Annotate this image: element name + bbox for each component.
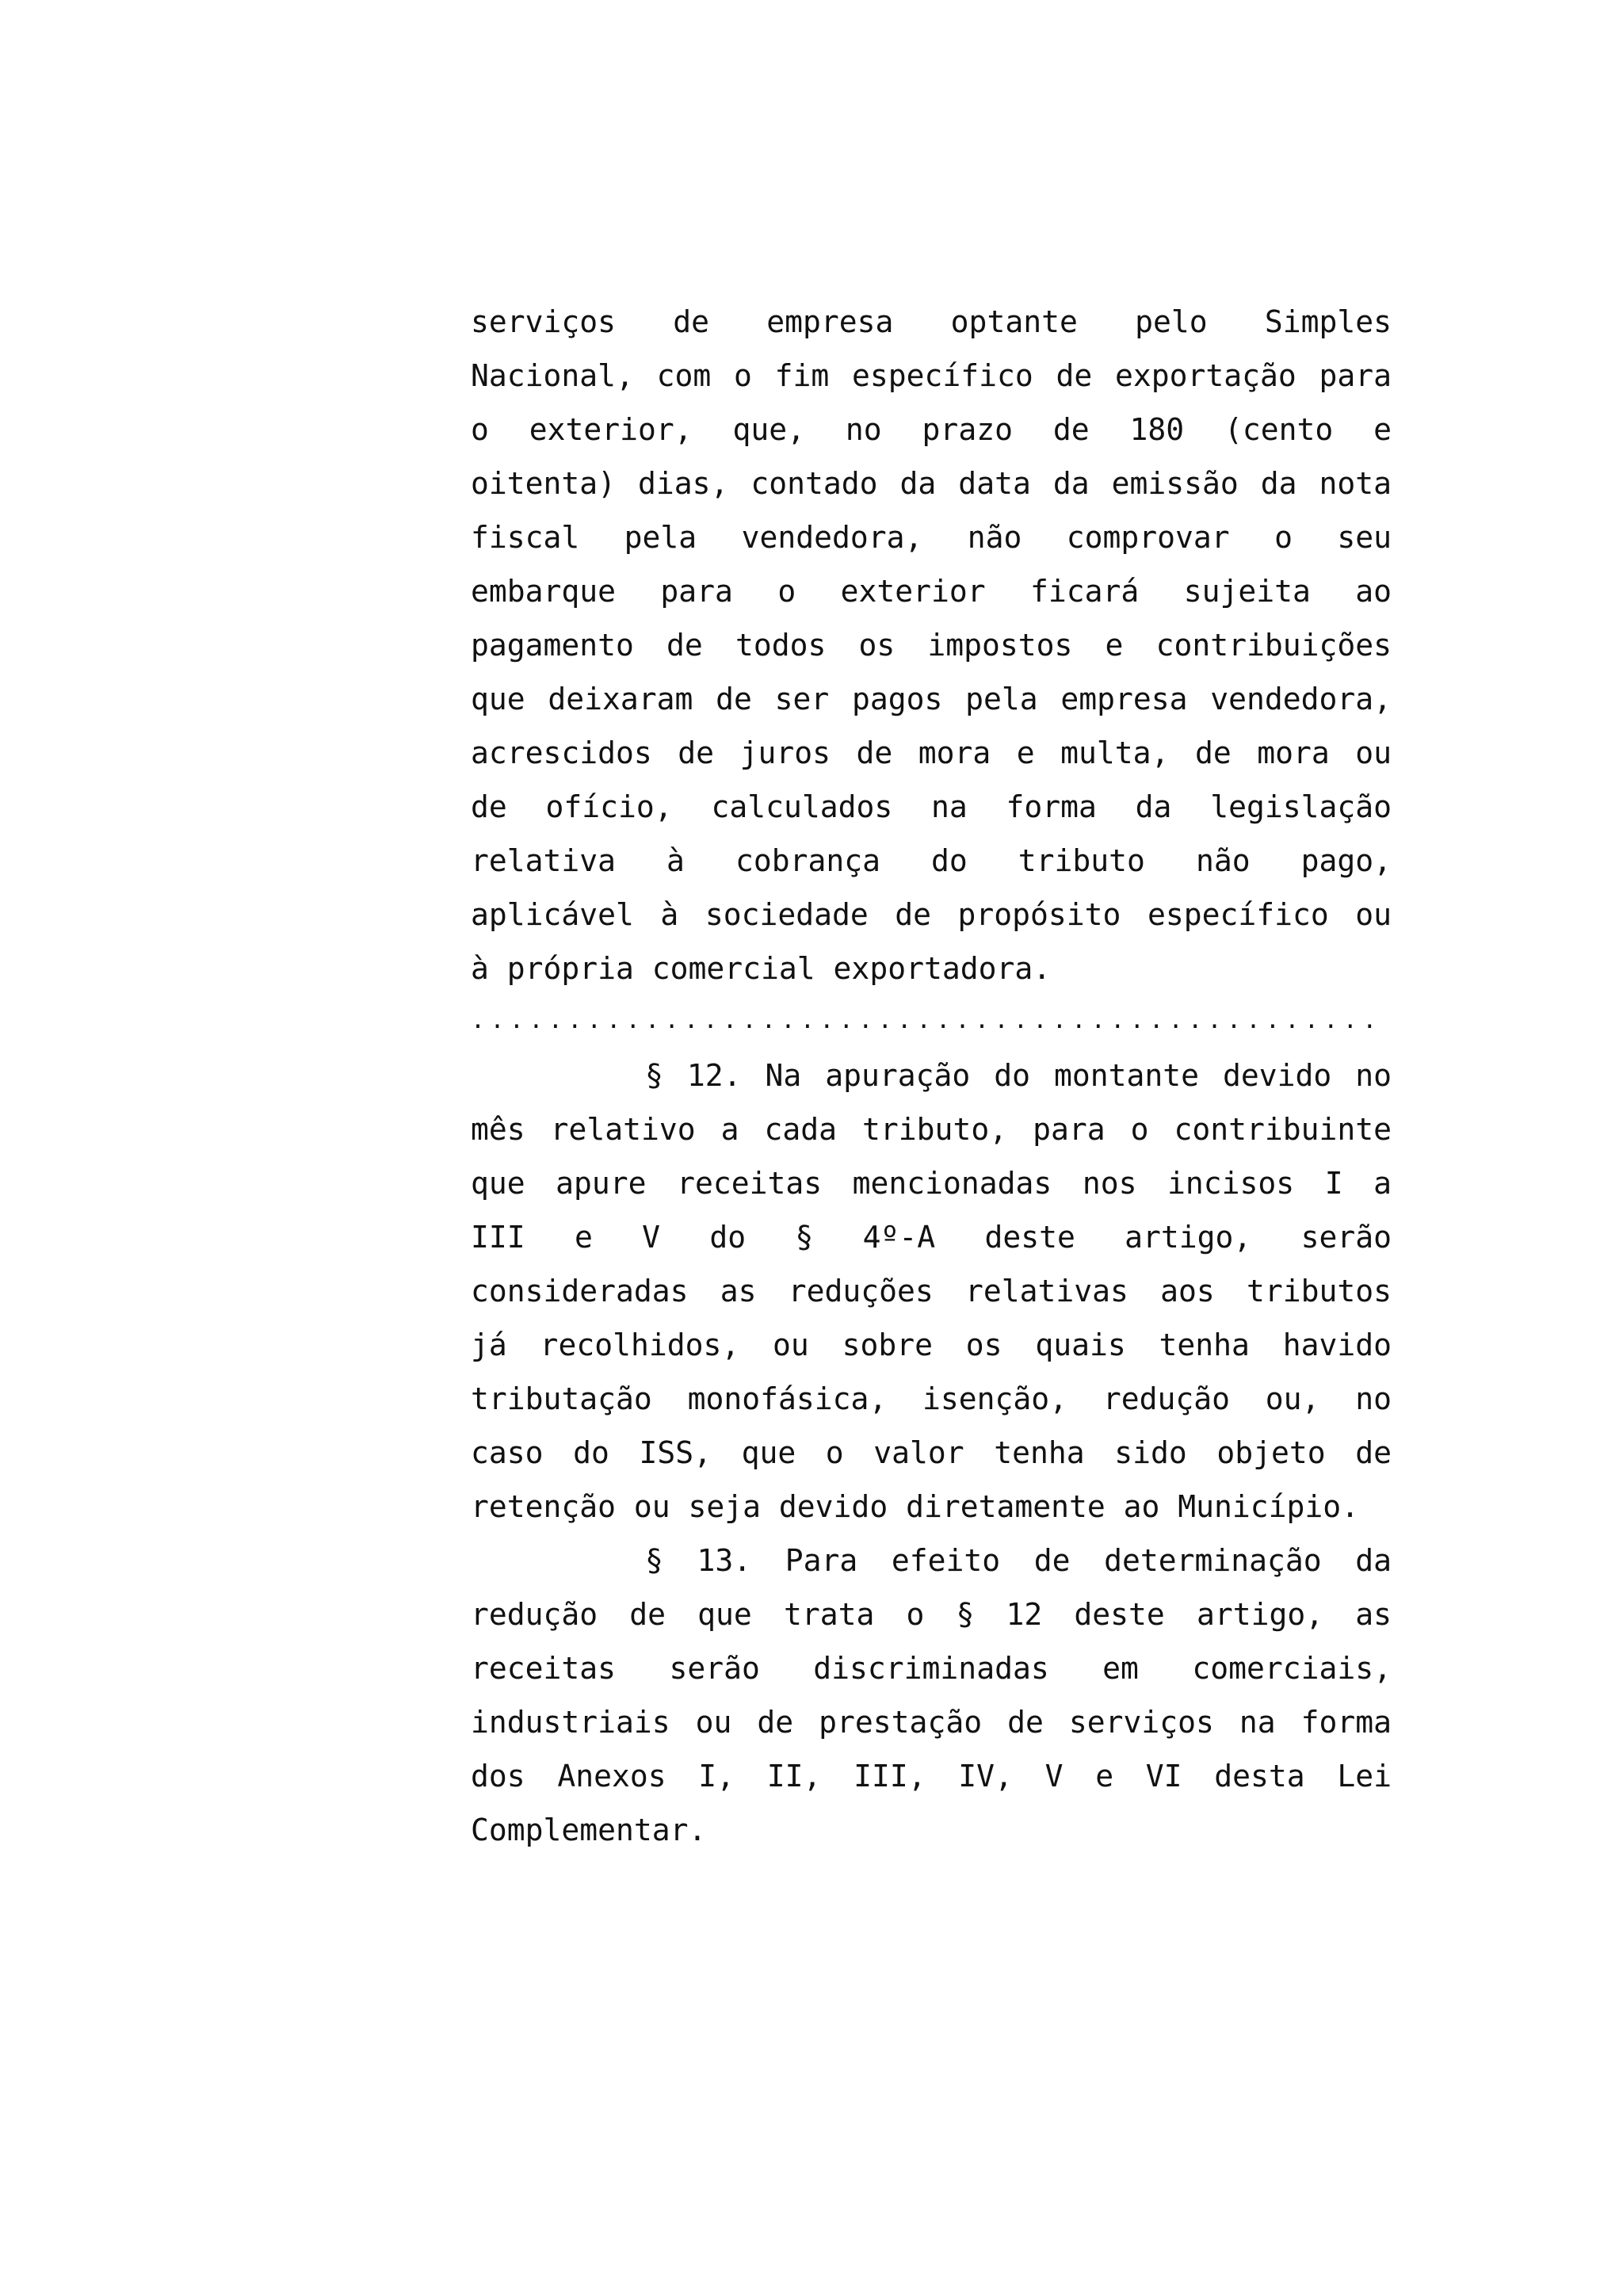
text-line: tributação monofásica, isenção, redução ou, no (471, 1381, 1392, 1416)
text-line: de ofício, calculados na forma da legislação (471, 789, 1392, 824)
text-line: oitenta) dias, contado da data da emissão da nota (471, 466, 1392, 501)
text-line: à própria comercial exportadora. (471, 951, 1052, 986)
text-line: receitas serão discriminadas em comerciais, (471, 1651, 1392, 1686)
text-line: pagamento de todos os impostos e contribuições (471, 628, 1392, 663)
text-line: industriais ou de prestação de serviços na forma (471, 1705, 1392, 1740)
text-line: serviços de empresa optante pelo Simples (471, 304, 1392, 339)
text-line: fiscal pela vendedora, não comprovar o seu (471, 520, 1392, 555)
text-line: Complementar. (471, 1813, 707, 1847)
text-line: redução de que trata o § 12 deste artigo, as (471, 1597, 1392, 1632)
text-line: retenção ou seja devido diretamente ao Município. (471, 1489, 1360, 1524)
text-line: acrescidos de juros de mora e multa, de mora ou (471, 735, 1392, 770)
text-line: caso do ISS, que o valor tenha sido objeto de (471, 1435, 1392, 1470)
omission-separator: ............................................... (471, 1007, 1382, 1034)
text-line: III e V do § 4º-A deste artigo, serão (471, 1220, 1392, 1255)
text-line: relativa à cobrança do tributo não pago, (471, 843, 1392, 878)
text-line: que apure receitas mencionadas nos incisos I a (471, 1166, 1392, 1201)
text-line: que deixaram de ser pagos pela empresa vendedora, (471, 682, 1392, 716)
text-line: já recolhidos, ou sobre os quais tenha havido (471, 1328, 1392, 1362)
text-line: mês relativo a cada tributo, para o contribuinte (471, 1112, 1392, 1147)
text-line: aplicável à sociedade de propósito específico ou (471, 897, 1392, 932)
text-line: Nacional, com o fim específico de exportação para (471, 358, 1392, 393)
text-line: o exterior, que, no prazo de 180 (cento e (471, 412, 1392, 447)
text-line: dos Anexos I, II, III, IV, V e VI desta Lei (471, 1759, 1392, 1794)
text-line: § 13. Para efeito de determinação da (645, 1543, 1392, 1578)
text-line: consideradas as reduções relativas aos tributos (471, 1274, 1392, 1308)
text-line: embarque para o exterior ficará sujeita ao (471, 574, 1392, 609)
text-line: § 12. Na apuração do montante devido no (645, 1058, 1392, 1093)
